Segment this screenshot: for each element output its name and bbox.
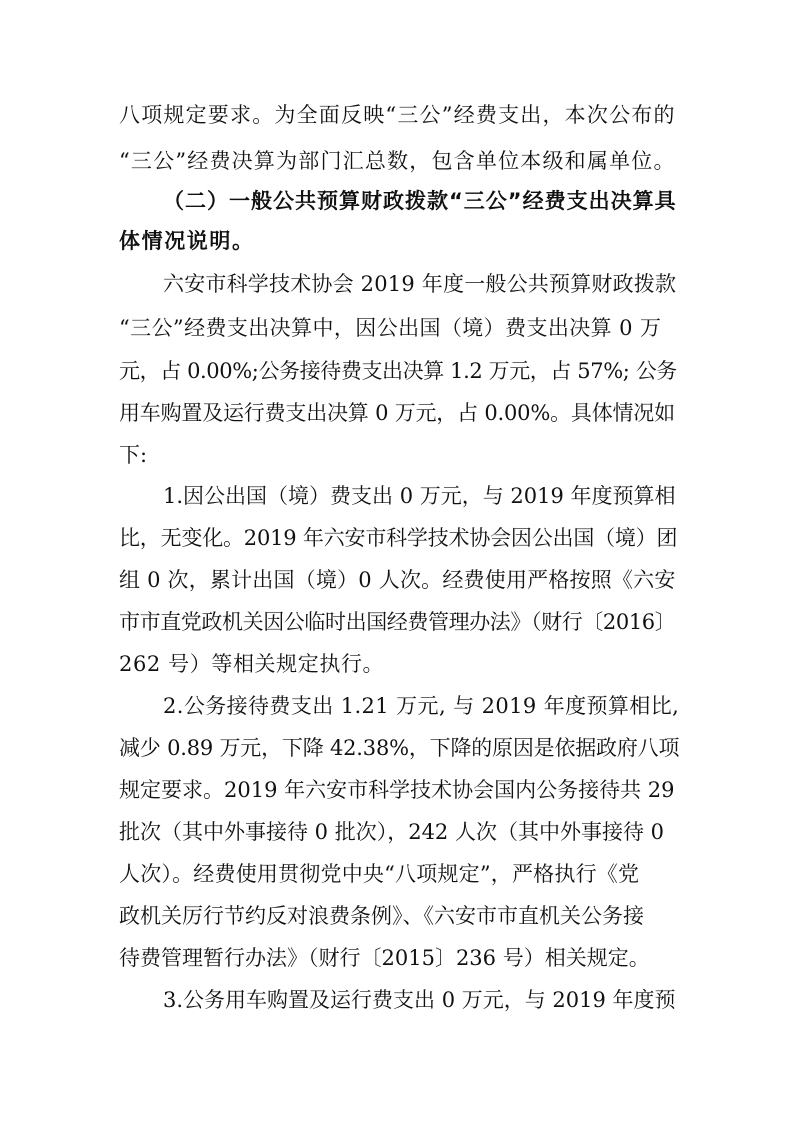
list-item-line: 组 0 次，累计出国（境）0 人次。经费使用严格按照《六安 bbox=[119, 568, 676, 592]
paragraph-line: 用车购置及运行费支出决算 0 万元，占 0.00%。具体情况如 bbox=[119, 401, 675, 425]
list-item-line: 政机关厉行节约反对浪费条例》、《六安市市直机关公务接 bbox=[119, 904, 644, 928]
list-item-line: 1.因公出国（境）费支出 0 万元，与 2019 年度预算相 bbox=[163, 484, 676, 508]
paragraph-line: 下: bbox=[119, 443, 148, 467]
list-item-line: 减少 0.89 万元，下降 42.38%，下降的原因是依据政府八项 bbox=[119, 736, 680, 760]
list-item-line: 批次（其中外事接待 0 批次），242 人次（其中外事接待 0 bbox=[119, 820, 665, 844]
section-heading-line: 体情况说明。 bbox=[119, 229, 255, 253]
paragraph-line: 六安市科学技术协会 2019 年度一般公共预算财政拨款 bbox=[163, 272, 677, 296]
list-item-line: 3.公务用车购置及运行费支出 0 万元，与 2019 年度预 bbox=[163, 988, 676, 1012]
paragraph-line: 八项规定要求。为全面反映“三公”经费支出，本次公布的 bbox=[119, 103, 676, 127]
list-item-line: 待费管理暂行办法》（财行〔2015〕236 号）相关规定。 bbox=[119, 946, 650, 970]
list-item-line: 2.公务接待费支出 1.21 万元, 与 2019 年度预算相比, bbox=[163, 694, 680, 718]
list-item-line: 262 号）等相关规定执行。 bbox=[119, 652, 385, 676]
section-heading-line: （二）一般公共预算财政拨款“三公”经费支出决算具 bbox=[163, 189, 677, 213]
list-item-line: 人次）。经费使用贯彻党中央“八项规定”，严格执行《党 bbox=[119, 862, 640, 886]
paragraph-line: “三公”经费支出决算中，因公出国（境）费支出决算 0 万 bbox=[119, 316, 662, 340]
list-item-line: 规定要求。2019 年六安市科学技术协会国内公务接待共 29 bbox=[119, 778, 675, 802]
paragraph-line: 元，占 0.00%;公务接待费支出决算 1.2 万元，占 57%; 公务 bbox=[119, 359, 677, 383]
list-item-line: 比，无变化。2019 年六安市科学技术协会因公出国（境）团 bbox=[119, 526, 678, 550]
paragraph-line: “三公”经费决算为部门汇总数，包含单位本级和属单位。 bbox=[119, 149, 676, 173]
list-item-line: 市市直党政机关因公临时出国经费管理办法》（财行〔2016〕 bbox=[119, 610, 676, 634]
